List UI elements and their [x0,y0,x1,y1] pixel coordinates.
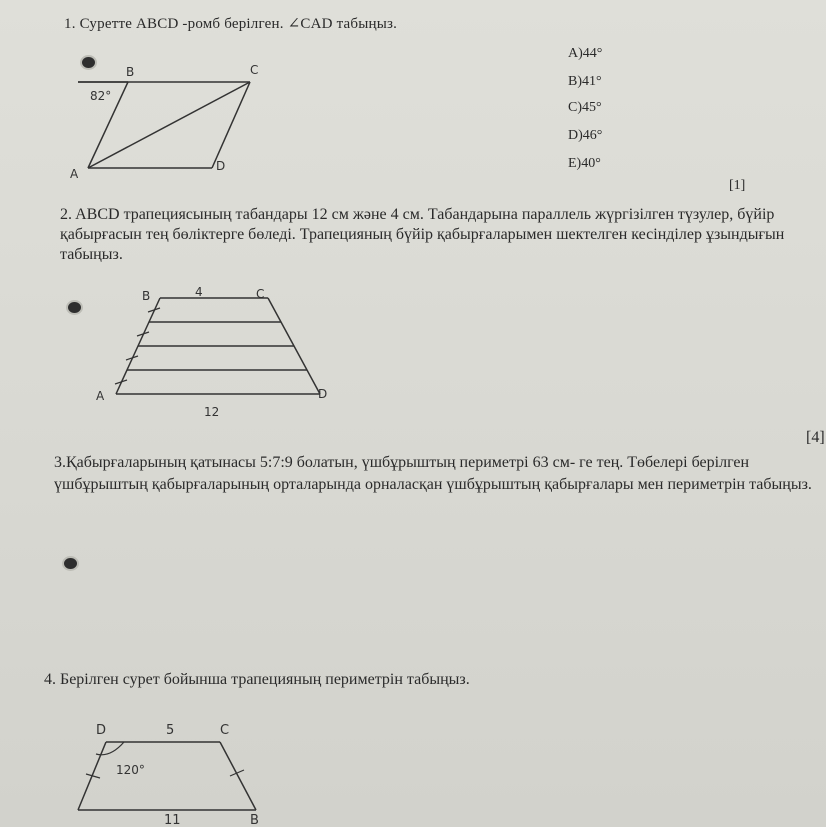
option-d: D)46° [568,128,603,143]
bottom-base-label: 11 [164,813,181,827]
vertex-c-label: C [250,63,259,77]
vertex-b-label: B [142,289,151,303]
vertex-c-label: C [220,723,230,738]
vertex-a-label: A [96,389,105,403]
bottom-base-label: 12 [204,405,220,419]
vertex-b-label: B [250,813,259,827]
trapezoid-right-side [220,742,256,810]
option-a: A)44° [568,46,603,61]
vertex-c-label: C [256,287,265,301]
angle-arc [96,742,124,755]
vertex-b-label: B [126,65,135,79]
question-3-text: 3.Қабырғаларының қатынасы 5:7:9 болатын, үшбұрыштың периметрі 63 см- ге тең. Төбелері берілген үшбұрыштың қабырғаларының орталарында орналасқан үшбұрыштың қабырғалары мен периметрін табыңыз. [54,454,812,493]
question-4-text: 4. Берілген сурет бойынша трапецияның периметрін табыңыз. [44,671,470,688]
option-e: E)40° [568,156,601,171]
vertex-d-label: D [96,723,107,738]
angle-label: 120° [116,763,145,777]
vertex-d-label: D [216,159,226,173]
vertex-a-label: A [70,167,79,181]
rhombus-right-side [212,82,250,168]
trapezoid-perimeter-figure [60,714,300,827]
angle-label: 82° [90,89,112,103]
question-1-text: 1. Суретте ABCD -ромб берілген. ∠CAD табыңыз. [64,16,398,32]
question-3-marks: [4] [806,429,825,446]
question-1-marks: [1] [729,178,746,193]
rhombus-diagonal-ac [88,82,250,168]
vertex-d-label: D [318,387,328,401]
punch-hole-icon [68,302,81,313]
option-c: C)45° [568,100,602,115]
trapezoid-figure [90,282,340,422]
question-2-text: 2. ABCD трапециясының табандары 12 см және 4 см. Табандарына параллель жүргізілген түзулер, бүйір қабырғасын тең бөліктерге бөледі. Трапецияның бүйір қабырғаларымен шектелген кесінділер ұзындығын табыңыз. [60,206,785,263]
top-base-label: 4 [195,285,203,299]
punch-hole-icon [64,558,77,569]
rhombus-figure [60,58,280,183]
option-b: B)41° [568,74,602,89]
top-base-label: 5 [166,723,175,738]
